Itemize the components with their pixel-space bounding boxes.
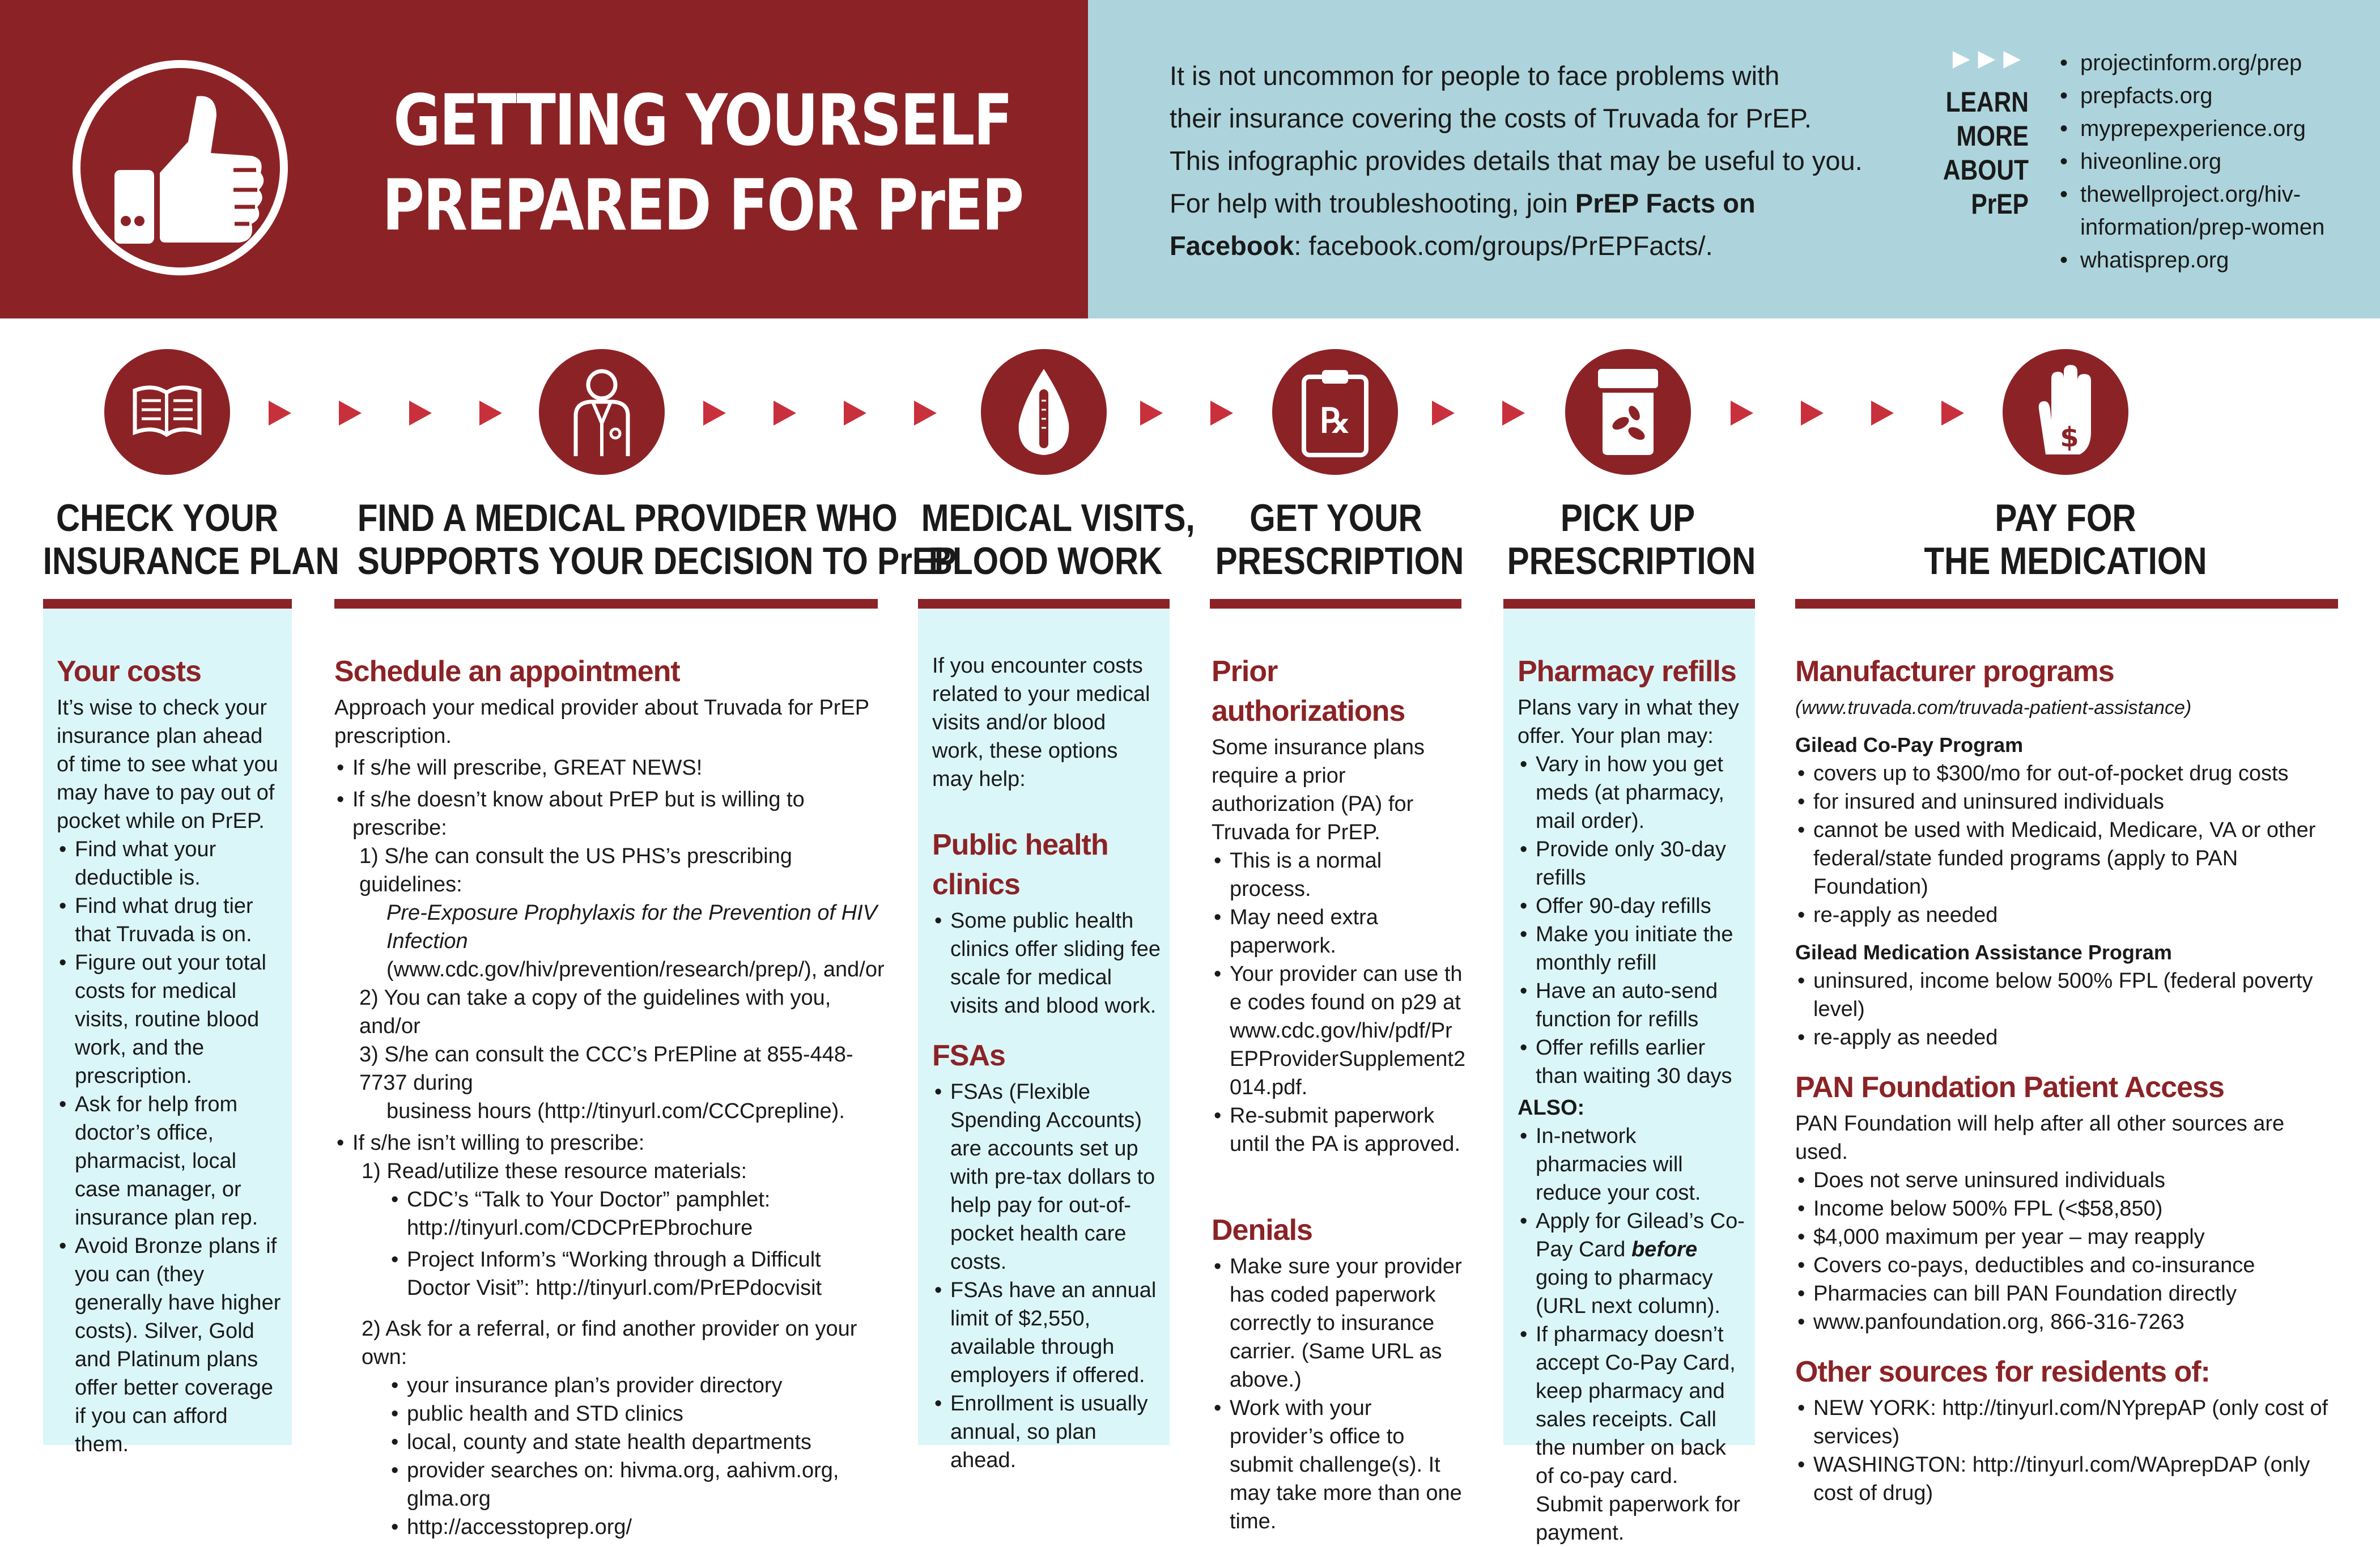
list-item[interactable]: • WASHINGTON: http://tinyurl.com/WAprepDAP (only cost of drug) <box>1795 1451 2339 1507</box>
list-item: • Re-submit paperwork until the PA is approved. <box>1212 1102 1467 1158</box>
step-title-line: PAY FOR <box>1995 496 2136 539</box>
intro-line-text: For help with troubleshooting, join <box>1170 188 1575 218</box>
section-heading: FSAs <box>932 1039 1005 1072</box>
header-banner <box>0 0 1088 318</box>
title-line-2: PREPARED FOR PrEP <box>382 165 1023 246</box>
step-title-line: FIND A MEDICAL PROVIDER WHO <box>357 496 898 539</box>
learn-more-label <box>1884 85 2029 221</box>
list-item: • Find what your deductible is. <box>57 835 283 892</box>
list-item: • Project Inform’s “Working through a Difficult Doctor Visit”: http://tinyurl.com/PrEPdocvisit <box>389 1246 876 1302</box>
list-item: • Find what drug tier that Truvada is on. <box>57 892 283 949</box>
section-heading: Public health clinics <box>932 828 1108 901</box>
step-title-line: CHECK YOUR <box>56 496 279 539</box>
manufacturer-url[interactable]: (www.truvada.com/truvada-patient-assistance) <box>1795 697 2192 719</box>
list-item: • Have an auto-send function for refills <box>1518 977 1750 1034</box>
list-item-text: Apply for Gilead’s Co-Pay Card <box>1536 1209 1745 1261</box>
guidelines-title <box>359 899 890 955</box>
list-item: • CDC’s “Talk to Your Doctor” pamphlet: http://tinyurl.com/CDCPrEPbrochure <box>389 1185 853 1242</box>
prescription-clipboard-icon <box>1298 367 1372 457</box>
bullet-list <box>1212 1252 1467 1536</box>
bullet-list <box>334 754 890 842</box>
learn-more-line-1: LEARN MORE <box>1945 86 2029 152</box>
arrow-icon <box>1941 401 1964 426</box>
numbered-list <box>334 1315 890 1371</box>
pill-bottle-icon <box>1591 367 1665 457</box>
svg-text:$: $ <box>2060 422 2079 453</box>
resource-link[interactable]: • whatisprep.org <box>2060 244 2354 277</box>
list-item: • $4,000 maximum per year – may reapply <box>1795 1223 2339 1251</box>
spacer <box>932 1020 1162 1036</box>
spacer <box>1212 1158 1467 1210</box>
list-item: • In-network pharmacies will reduce your cost. <box>1518 1122 1750 1207</box>
bullet-list <box>1795 1394 2339 1507</box>
step-title-insurance <box>23 496 339 583</box>
guidelines-url[interactable]: (www.cdc.gov/hiv/prevention/research/prep/), and/or <box>386 958 885 981</box>
column-divider <box>334 599 878 609</box>
intro-line: This infographic provides details that may be useful to you. <box>1170 146 1863 176</box>
list-item: • Income below 500% FPL (<$58,850) <box>1795 1195 2339 1223</box>
section-intro: If you encounter costs related to your medical visits and/or blood work, these options may help: <box>932 654 1150 791</box>
section-heading: Prior authorizations <box>1212 655 1405 728</box>
section-heading: Denials <box>1212 1214 1312 1247</box>
column-pickup <box>1518 652 1750 1547</box>
section-intro: PAN Foundation will help after all other sources are used. <box>1795 1112 2285 1164</box>
section-heading: Pharmacy refills <box>1518 655 1736 688</box>
prepline-url[interactable]: business hours (http://tinyurl.com/CCCprepline). <box>386 1099 845 1123</box>
column-divider <box>1503 599 1755 609</box>
list-item: • Make sure your provider has coded paperwork correctly to insurance carrier. (Same URL as above.) <box>1212 1252 1467 1394</box>
bullet-list <box>1795 967 2339 1052</box>
resource-link[interactable]: • hiveonline.org <box>2060 145 2354 178</box>
arrow-icon <box>914 401 937 426</box>
list-item: • Does not serve uninsured individuals <box>1795 1166 2339 1195</box>
list-item[interactable]: • www.panfoundation.org, 866-316-7263 <box>1795 1308 2339 1336</box>
list-item[interactable]: • http://accesstoprep.org/ <box>389 1513 890 1541</box>
resource-list <box>334 1185 890 1302</box>
bullet-list <box>1795 759 2339 929</box>
list-item: • re-apply as needed <box>1795 1023 2339 1052</box>
also-label: ALSO: <box>1518 1096 1585 1120</box>
step-title-line: BLOOD WORK <box>928 539 1163 583</box>
blood-drop-icon <box>1010 367 1078 457</box>
program-heading: Gilead Medication Assistance Program <box>1795 941 2172 964</box>
arrow-icon <box>1502 401 1525 426</box>
list-item: • If pharmacy doesn’t accept Co-Pay Card, keep pharmacy and sales receipts. Call the number on back of co-pay card. Submit paperwork for payment. <box>1518 1320 1750 1547</box>
facebook-group-name: PrEP Facts on <box>1575 188 1756 218</box>
arrow-icon <box>1801 401 1824 426</box>
list-item: • Ask for help from doctor’s office, pharmacist, local case manager, or insurance plan rep. <box>57 1090 283 1232</box>
step-icon-provider <box>539 349 665 475</box>
intro-line <box>1170 224 1793 267</box>
step-title-line: THE MEDICATION <box>1924 539 2207 583</box>
section-heading: Manufacturer programs <box>1795 655 2114 688</box>
intro-line: It is not uncommon for people to face problems with <box>1170 61 1780 91</box>
step-title-line: GET YOUR <box>1250 496 1422 539</box>
thumbs-up-logo <box>73 60 288 275</box>
list-item: • covers up to $300/mo for out-of-pocket drug costs <box>1795 759 2339 788</box>
list-item: • Avoid Bronze plans if you can (they generally have higher costs). Silver, Gold and Platinum plans offer better coverage if you can afford them. <box>57 1232 283 1459</box>
bullet-list <box>1518 1122 1750 1547</box>
bullet-list <box>334 1129 890 1157</box>
bullet-list <box>1518 750 1750 1090</box>
list-item: • If s/he isn’t willing to prescribe: <box>334 1129 890 1157</box>
list-item: 3) S/he can consult the CCC’s PrEPline at 855-448-7737 during <box>359 1043 853 1095</box>
facebook-label: Facebook <box>1170 231 1294 261</box>
list-item: • cannot be used with Medicaid, Medicare, VA or other federal/state funded programs (apply to PAN Foundation) <box>1795 816 2339 901</box>
list-item: • Provide only 30-day refills <box>1518 835 1750 892</box>
section-intro: Some insurance plans require a prior authorization (PA) for Truvada for PrEP. <box>1212 736 1425 844</box>
list-item: • local, county and state health departments <box>389 1428 890 1456</box>
section-intro: Plans vary in what they offer. Your plan may: <box>1518 696 1739 748</box>
list-item: 1) S/he can consult the US PHS’s prescribing guidelines: <box>359 844 792 896</box>
column-insurance <box>57 652 283 1459</box>
section-intro: It’s wise to check your insurance plan ahead of time to see what you may have to pay out of pocket while on PrEP. <box>57 696 278 833</box>
step-title-pickup <box>1488 496 1768 583</box>
program-heading: Gilead Co-Pay Program <box>1795 733 2024 756</box>
arrow-icon <box>479 401 502 426</box>
list-item[interactable]: • NEW YORK: http://tinyurl.com/NYprepAP (only cost of services) <box>1795 1394 2339 1451</box>
bullet-list <box>1212 847 1467 1158</box>
arrow-icon <box>1731 401 1753 426</box>
list-item: • Covers co-pays, deductibles and co-insurance <box>1795 1251 2339 1280</box>
section-heading: Schedule an appointment <box>334 655 680 688</box>
list-item: • Make you initiate the monthly refill <box>1518 920 1750 977</box>
step-icon-pay <box>2003 349 2128 475</box>
column-divider <box>43 599 292 609</box>
list-item: • Some public health clinics offer sliding fee scale for medical visits and blood work. <box>932 907 1162 1020</box>
provider-search-list <box>334 1371 890 1541</box>
arrow-icon <box>339 401 362 426</box>
list-item: • re-apply as needed <box>1795 901 2339 929</box>
svg-text:℞: ℞ <box>1320 401 1350 441</box>
column-pay <box>1795 652 2339 1507</box>
step-title-line: PICK UP <box>1560 496 1695 539</box>
doctor-icon <box>568 367 636 457</box>
learn-more <box>1859 45 2029 221</box>
list-item: • provider searches on: hivma.org, aahivm.org, glma.org <box>389 1456 890 1513</box>
list-item: • public health and STD clinics <box>389 1400 890 1428</box>
intro-line: their insurance covering the costs of Truvada for PrEP. <box>1170 103 1812 133</box>
emphasis-text: before <box>1631 1238 1698 1261</box>
spacer <box>1795 1052 2339 1068</box>
step-title-bloodwork <box>901 496 1195 583</box>
triple-arrow-icon: ▶▶▶ <box>1952 46 2029 71</box>
column-prescription <box>1212 652 1467 1536</box>
list-item: • Figure out your total costs for medical visits, routine blood work, and the prescription. <box>57 949 283 1090</box>
list-item: • If s/he will prescribe, GREAT NEWS! <box>334 754 890 782</box>
list-item: • Vary in how you get meds (at pharmacy, mail order). <box>1518 750 1750 835</box>
book-icon <box>130 384 204 440</box>
arrow-icon <box>1871 401 1894 426</box>
list-item: 2) Ask for a referral, or find another provider on your own: <box>362 1317 857 1369</box>
step-icon-pickup <box>1565 349 1691 475</box>
guidelines-title-text: Pre-Exposure Prophylaxis for the Prevention of HIV Infection <box>386 901 877 953</box>
step-title-line: PRESCRIPTION <box>1507 539 1756 583</box>
facebook-url[interactable]: : facebook.com/groups/PrEPFacts/. <box>1294 231 1713 261</box>
bullet-list <box>932 907 1162 1020</box>
list-item: 1) Read/utilize these resource materials: <box>362 1159 747 1183</box>
spacer <box>932 793 1162 825</box>
list-item: • for insured and uninsured individuals <box>1795 788 2339 816</box>
section-heading: Your costs <box>57 655 201 688</box>
step-title-line: SUPPORTS YOUR DECISION TO PrEP <box>357 539 957 583</box>
arrow-icon <box>1210 401 1233 426</box>
arrow-icon <box>269 401 291 426</box>
list-item: • This is a normal process. <box>1212 847 1467 903</box>
step-title-line: INSURANCE PLAN <box>42 539 339 583</box>
intro-line <box>1170 182 1793 224</box>
list-item: • your insurance plan’s provider directory <box>389 1371 890 1400</box>
resource-link[interactable]: • thewellproject.org/hiv-information/prep-women <box>2060 178 2354 244</box>
numbered-list <box>334 842 890 1125</box>
list-item: • FSAs (Flexible Spending Accounts) are accounts set up with pre-tax dollars to help pay for out-of-pocket health care costs. <box>932 1078 1162 1276</box>
list-item: • Work with your provider’s office to submit challenge(s). It may take more than one time. <box>1212 1394 1467 1536</box>
title-line-1: GETTING YOURSELF <box>393 80 1012 162</box>
arrow-icon <box>1140 401 1163 426</box>
numbered-list <box>334 1157 890 1185</box>
hand-dollar-icon <box>2029 364 2102 460</box>
section-heading: PAN Foundation Patient Access <box>1795 1071 2224 1104</box>
list-item: • May need extra paperwork. <box>1212 903 1467 960</box>
resource-link[interactable]: • projectinform.org/prep <box>2060 46 2354 79</box>
column-divider <box>1795 599 2338 609</box>
step-icon-prescription <box>1272 349 1398 475</box>
learn-more-line-2: ABOUT PrEP <box>1943 154 2029 220</box>
resource-link[interactable]: • prepfacts.org <box>2060 79 2354 112</box>
thumbs-up-icon <box>103 85 267 255</box>
step-title-provider <box>317 496 957 583</box>
list-item-text: going to pharmacy (URL next column). <box>1536 1266 1720 1318</box>
spacer <box>1795 1336 2339 1352</box>
column-divider <box>1210 599 1461 609</box>
section-intro: Approach your medical provider about Truvada for PrEP prescription. <box>334 696 869 748</box>
bullet-list <box>1795 1166 2339 1336</box>
arrow-icon <box>844 401 866 426</box>
step-icon-bloodwork <box>981 349 1107 475</box>
list-item: • Pharmacies can bill PAN Foundation directly <box>1795 1280 2339 1308</box>
list-item: • uninsured, income below 500% FPL (federal poverty level) <box>1795 967 2339 1023</box>
list-item: • Enrollment is usually annual, so plan ahead. <box>932 1389 1162 1474</box>
list-item: 2) You can take a copy of the guidelines with you, and/or <box>359 986 831 1038</box>
step-icon-insurance <box>104 349 230 475</box>
step-title-prescription <box>1196 496 1476 583</box>
column-bloodwork <box>932 652 1162 1474</box>
list-item: • Offer 90-day refills <box>1518 892 1750 920</box>
resource-links <box>2060 46 2354 277</box>
step-title-line: MEDICAL VISITS, <box>921 496 1195 539</box>
arrow-icon <box>774 401 796 426</box>
list-item <box>1518 1207 1750 1320</box>
bullet-list <box>57 835 283 1459</box>
arrow-icon <box>409 401 432 426</box>
step-title-line: PRESCRIPTION <box>1215 539 1464 583</box>
page-title <box>340 78 1065 248</box>
column-provider <box>334 652 890 1541</box>
column-divider <box>918 599 1170 609</box>
arrow-icon <box>1432 401 1455 426</box>
intro-text <box>1170 54 1863 267</box>
resource-link[interactable]: • myprepexperience.org <box>2060 112 2354 145</box>
list-item: • FSAs have an annual limit of $2,550, available through employers if offered. <box>932 1276 1162 1389</box>
list-item: • If s/he doesn’t know about PrEP but is willing to prescribe: <box>334 785 890 842</box>
step-title-pay <box>1785 496 2346 583</box>
list-item: • Your provider can use the codes found on p29 at www.cdc.gov/hiv/pdf/PrEPProviderSupplement2014.pdf. <box>1212 960 1467 1102</box>
arrow-icon <box>703 401 726 426</box>
bullet-list <box>932 1078 1162 1474</box>
section-heading: Other sources for residents of: <box>1795 1355 2210 1388</box>
list-item: • Offer refills earlier than waiting 30 days <box>1518 1034 1750 1090</box>
